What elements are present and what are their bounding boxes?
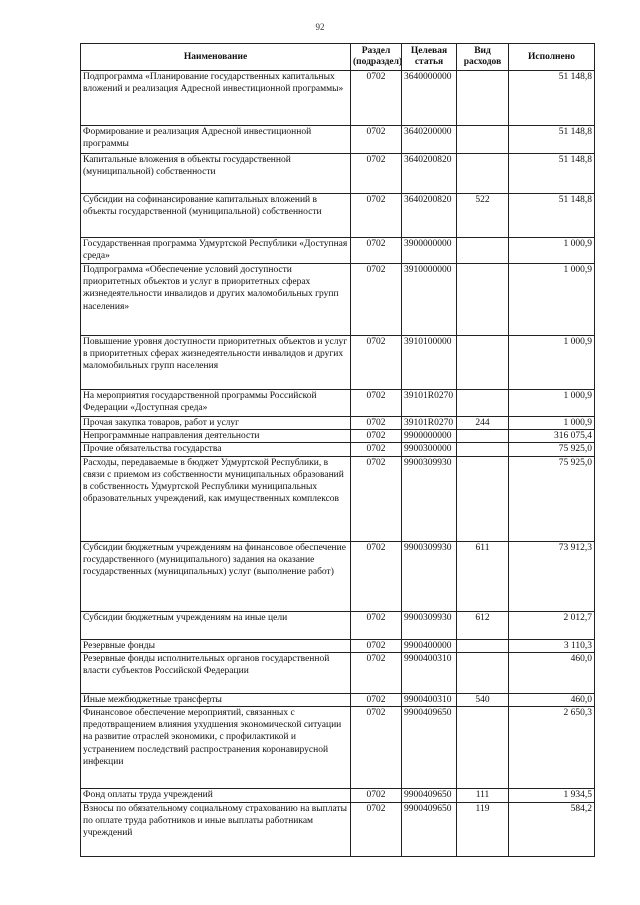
cell-vid [457,456,509,541]
table-row [81,71,595,126]
cell-razdel: 0702 [351,803,402,857]
table-row [81,417,595,430]
header-name: Наименование [81,44,351,71]
cell-vid [457,264,509,336]
header-vid: Вид расходов [457,44,509,71]
cell-vid [457,652,509,693]
cell-target: 9900300000 [402,443,457,456]
cell-vid: 244 [457,417,509,430]
cell-name: Капитальные вложения в объекты государственной (муниципальной) собственности [81,154,351,194]
header-target: Целевая статья [402,44,457,71]
cell-target: 9900409650 [402,803,457,857]
cell-razdel: 0702 [351,71,402,126]
cell-vid: 111 [457,789,509,803]
cell-name: Резервные фонды [81,639,351,652]
table-row [81,264,595,336]
cell-razdel: 0702 [351,238,402,264]
cell-vid [457,639,509,652]
cell-name: Подпрограмма «Обеспечение условий доступности приоритетных объектов и услуг в приоритетных сферах жизнедеятельности инвалидов и других маломобильных групп населения» [81,264,351,336]
cell-name: Финансовое обеспечение мероприятий, связанных с предотвращением влияния ухудшения экономической ситуации на развитие отраслей экономики, с профилактикой и устранением последствий распространения коронавирусной инфекции [81,707,351,789]
cell-name: Повышение уровня доступности приоритетных объектов и услуг в приоритетных сферах жизнедеятельности инвалидов и других маломобильных групп населения [81,336,351,390]
cell-name: Прочие обязательства государства [81,443,351,456]
header-razdel: Раздел (подраздел) [351,44,402,71]
cell-target: 9900309930 [402,456,457,541]
cell-target: 9900400000 [402,639,457,652]
page-number: 92 [315,22,325,32]
cell-razdel: 0702 [351,541,402,611]
cell-razdel: 0702 [351,390,402,417]
cell-done: 1 934,5 [509,789,595,803]
cell-done: 1 000,9 [509,336,595,390]
cell-razdel: 0702 [351,443,402,456]
cell-vid [457,707,509,789]
cell-name: Субсидии бюджетным учреждениям на иные цели [81,611,351,639]
cell-razdel: 0702 [351,639,402,652]
table-row [81,238,595,264]
cell-target: 9900409650 [402,789,457,803]
cell-done: 584,2 [509,803,595,857]
cell-name: Иные межбюджетные трансферты [81,693,351,706]
cell-done: 75 925,0 [509,456,595,541]
cell-razdel: 0702 [351,707,402,789]
cell-name: Формирование и реализация Адресной инвестиционной программы [81,126,351,154]
cell-target: 9900309930 [402,541,457,611]
table-row [81,611,595,639]
cell-razdel: 0702 [351,611,402,639]
cell-name: Субсидии на софинансирование капитальных вложений в объекты государственной (муниципальной) собственности [81,194,351,238]
table-row [81,789,595,803]
cell-razdel: 0702 [351,456,402,541]
cell-target: 39101R0270 [402,390,457,417]
cell-done: 51 148,8 [509,126,595,154]
cell-vid: 522 [457,194,509,238]
cell-vid [457,154,509,194]
cell-done: 460,0 [509,652,595,693]
cell-done: 460,0 [509,693,595,706]
cell-vid: 611 [457,541,509,611]
cell-name: Расходы, передаваемые в бюджет Удмуртской Республики, в связи с приемом из собственности муниципальных образований в собственность Удмуртской Республики муниципальных образовательных учреждений, как имущественных комплексов [81,456,351,541]
cell-name: Непрограммные направления деятельности [81,430,351,443]
cell-target: 9900409650 [402,707,457,789]
cell-vid [457,430,509,443]
table-row [81,803,595,857]
cell-vid [457,126,509,154]
cell-target: 3640200000 [402,126,457,154]
cell-name: На мероприятия государственной программы Российской Федерации «Доступная среда» [81,390,351,417]
table-row [81,639,595,652]
cell-name: Государственная программа Удмуртской Республики «Доступная среда» [81,238,351,264]
cell-target: 3640200820 [402,154,457,194]
table-row [81,443,595,456]
cell-target: 9900400310 [402,652,457,693]
cell-vid [457,390,509,417]
table-row [81,126,595,154]
cell-razdel: 0702 [351,430,402,443]
cell-vid [457,443,509,456]
cell-done: 73 912,3 [509,541,595,611]
table-row [81,430,595,443]
cell-done: 316 075,4 [509,430,595,443]
table-row [81,194,595,238]
cell-razdel: 0702 [351,336,402,390]
cell-done: 51 148,8 [509,154,595,194]
table-row [81,456,595,541]
cell-done: 51 148,8 [509,71,595,126]
table-row [81,652,595,693]
table-row [81,541,595,611]
cell-target: 3910100000 [402,336,457,390]
cell-target: 3640200820 [402,194,457,238]
cell-done: 1 000,9 [509,264,595,336]
cell-target: 39101R0270 [402,417,457,430]
cell-razdel: 0702 [351,417,402,430]
cell-target: 9900400310 [402,693,457,706]
cell-vid: 119 [457,803,509,857]
cell-target: 9900309930 [402,611,457,639]
table-row [81,693,595,706]
cell-razdel: 0702 [351,652,402,693]
cell-vid: 540 [457,693,509,706]
cell-done: 3 110,3 [509,639,595,652]
cell-name: Взносы по обязательному социальному страхованию на выплаты по оплате труда работников и иные выплаты работникам учреждений [81,803,351,857]
cell-done: 51 148,8 [509,194,595,238]
cell-done: 75 925,0 [509,443,595,456]
cell-razdel: 0702 [351,154,402,194]
cell-done: 2 650,3 [509,707,595,789]
cell-target: 3910000000 [402,264,457,336]
table-row [81,154,595,194]
cell-razdel: 0702 [351,126,402,154]
cell-razdel: 0702 [351,693,402,706]
cell-name: Субсидии бюджетным учреждениям на финансовое обеспечение государственного (муниципального) задания на оказание государственных (муниципальных) услуг (выполнение работ) [81,541,351,611]
cell-vid [457,238,509,264]
cell-vid [457,71,509,126]
cell-target: 9900000000 [402,430,457,443]
header-done: Исполнено [509,44,595,71]
cell-name: Прочая закупка товаров, работ и услуг [81,417,351,430]
cell-done: 2 012,7 [509,611,595,639]
cell-done: 1 000,9 [509,417,595,430]
cell-name: Резервные фонды исполнительных органов государственной власти субъектов Российской Федерации [81,652,351,693]
table-row [81,390,595,417]
cell-name: Подпрограмма «Планирование государственных капитальных вложений и реализация Адресной инвестиционной программы» [81,71,351,126]
table-row [81,707,595,789]
cell-vid: 612 [457,611,509,639]
cell-razdel: 0702 [351,789,402,803]
table-row [81,336,595,390]
cell-done: 1 000,9 [509,238,595,264]
cell-name: Фонд оплаты труда учреждений [81,789,351,803]
cell-razdel: 0702 [351,264,402,336]
cell-vid [457,336,509,390]
cell-done: 1 000,9 [509,390,595,417]
budget-table [80,43,595,857]
cell-razdel: 0702 [351,194,402,238]
table-header-row [81,44,595,71]
cell-target: 3640000000 [402,71,457,126]
cell-target: 3900000000 [402,238,457,264]
